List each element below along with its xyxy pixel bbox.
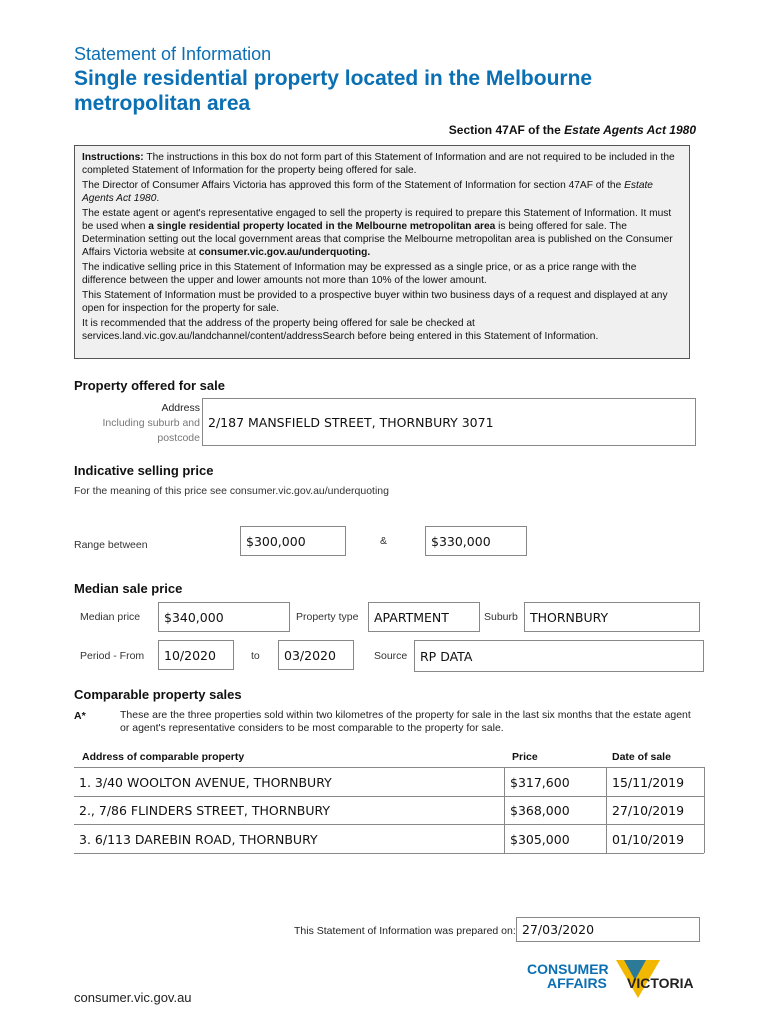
source-field[interactable]: RP DATA	[414, 640, 704, 672]
property-heading: Property offered for sale	[74, 378, 225, 393]
form-kicker: Statement of Information	[74, 44, 272, 64]
comparable-row-1-address[interactable]: 1. 3/40 WOOLTON AVENUE, THORNBURY	[74, 768, 504, 796]
suburb-field[interactable]: THORNBURY	[524, 602, 700, 632]
prepared-label: This Statement of Information was prepared on:	[294, 925, 516, 937]
source-label: Source	[374, 650, 408, 662]
instructions-p4: The indicative selling price in this Statement of Information may be expressed as a single price, or as a price range with the difference between the upper and lower amounts not more than 10% of the lower amount.	[82, 262, 637, 286]
price-range-high-field[interactable]: $330,000	[425, 526, 527, 556]
col-date-header: Date of sale	[612, 751, 671, 763]
comparable-row-2-price[interactable]: $368,000	[505, 797, 605, 824]
comparable-heading: Comparable property sales	[74, 687, 242, 702]
indicative-heading: Indicative selling price	[74, 463, 214, 478]
period-from-label: Period - From	[80, 650, 145, 662]
footer-website[interactable]: consumer.vic.gov.au	[74, 990, 192, 1005]
comparable-note: These are the three properties sold within two kilometres of the property for sale in the last six months that the estate agent or agent's representative considers to be most comparable to the property for sale.	[120, 709, 691, 734]
price-range-low-field[interactable]: $300,000	[240, 526, 346, 556]
col-price-header: Price	[512, 751, 538, 763]
median-heading: Median sale price	[74, 581, 183, 596]
address-label: Address Including suburb and postcode	[102, 402, 200, 444]
period-from-field[interactable]: 10/2020	[158, 640, 234, 670]
comparable-row-1-date[interactable]: 15/11/2019	[607, 768, 703, 796]
median-price-field[interactable]: $340,000	[158, 602, 290, 632]
address-field[interactable]: 2/187 MANSFIELD STREET, THORNBURY 3071	[202, 398, 696, 446]
instructions-p1: Instructions: The instructions in this box do not form part of this Statement of Information and are not required to be included in the completed Statement of Information for the property being offered for sale.	[82, 152, 675, 176]
suburb-label: Suburb	[484, 611, 518, 623]
logo-line-1: CONSUMER	[527, 961, 609, 977]
property-type-label: Property type	[296, 611, 359, 623]
instructions-box	[74, 145, 690, 359]
indicative-note: For the meaning of this price see consumer.vic.gov.au/underquoting	[74, 485, 389, 497]
comparable-row-3-price[interactable]: $305,000	[505, 825, 605, 853]
section-reference-act: Estate Agents Act 1980	[564, 123, 696, 137]
section-reference-prefix: Section 47AF of the	[448, 123, 565, 137]
logo-line-3: VICTORIA	[627, 975, 694, 991]
underquoting-link[interactable]: consumer.vic.gov.au/underquoting.	[198, 247, 371, 258]
range-ampersand: &	[380, 535, 388, 547]
comparable-row-2-address[interactable]: 2., 7/86 FLINDERS STREET, THORNBURY	[74, 797, 504, 824]
table-col-divider	[704, 767, 705, 853]
period-to-field[interactable]: 03/2020	[278, 640, 354, 670]
range-label: Range between	[74, 539, 148, 551]
instructions-p3: The estate agent or agent's representative engaged to sell the property is required to prepare this Statement of Information. It must be used when a single residential property located in the Melbourne metropolitan area is being offered for sale. The Determination setting out the local government areas that comprise the Melbourne metropolitan area is published on the Consumer Affairs Victoria website at consumer.vic.gov.au/underquoting.	[82, 208, 673, 258]
property-type-field[interactable]: APARTMENT	[368, 602, 480, 632]
page-title: Single residential property located in the Melbourne metropolitan area	[74, 67, 593, 115]
consumer-affairs-logo	[527, 958, 703, 1002]
median-price-label: Median price	[80, 611, 141, 623]
instructions-p6: It is recommended that the address of the property being offered for sale be checked at services.land.vic.gov.au/landchannel/content/addressSearch before being entered in this Statement of Information.	[82, 318, 599, 342]
comparable-row-3-address[interactable]: 3. 6/113 DAREBIN ROAD, THORNBURY	[74, 825, 504, 853]
comparable-table	[74, 743, 704, 853]
col-address-header: Address of comparable property	[82, 751, 245, 763]
table-divider	[74, 853, 704, 854]
comparable-row-1-price[interactable]: $317,600	[505, 768, 605, 796]
period-to-label: to	[251, 650, 260, 662]
comparable-row-3-date[interactable]: 01/10/2019	[607, 825, 703, 853]
instructions-label: Instructions:	[82, 152, 144, 163]
comparable-row-2-date[interactable]: 27/10/2019	[607, 797, 703, 824]
comparable-marker: A*	[74, 710, 86, 722]
instructions-p5: This Statement of Information must be provided to a prospective buyer within two business days of a request and displayed at any open for inspection for the property for sale.	[82, 290, 668, 314]
logo-line-2: AFFAIRS	[547, 975, 607, 991]
instructions-p2: The Director of Consumer Affairs Victoria has approved this form of the Statement of Information for section 47AF of the Estate Agents Act 1980.	[82, 180, 653, 204]
prepared-date-field[interactable]: 27/03/2020	[516, 917, 700, 942]
section-reference	[449, 123, 696, 137]
